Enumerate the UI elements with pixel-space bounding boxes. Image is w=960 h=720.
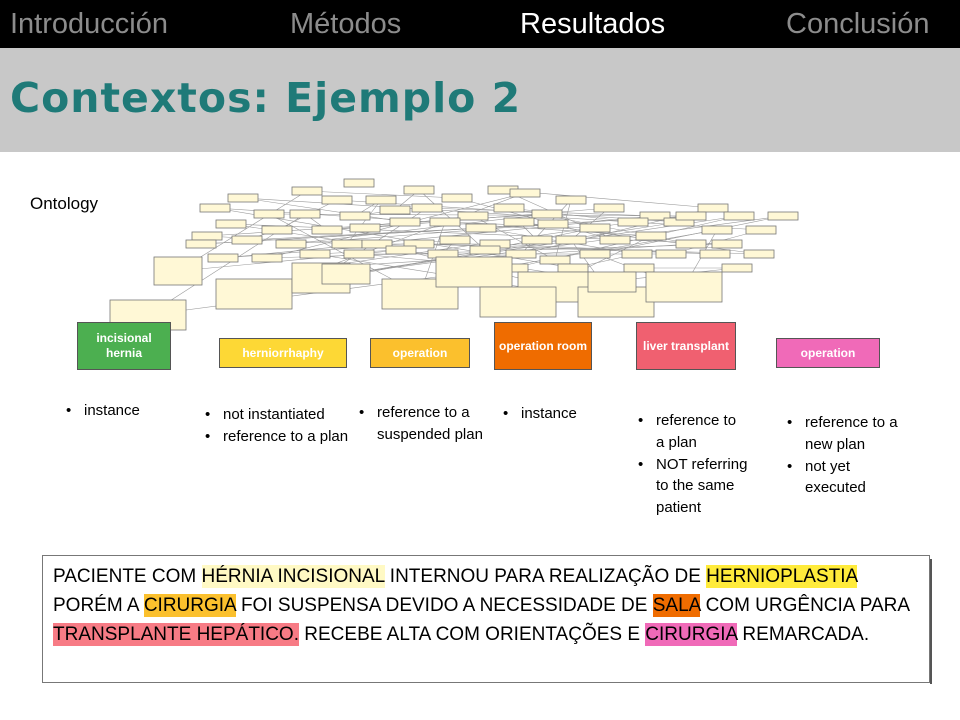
ontology-node: [458, 212, 488, 220]
ontology-node: [412, 204, 442, 212]
ontology-node: [594, 204, 624, 212]
ontology-node: [228, 194, 258, 202]
list-item: • instance: [503, 403, 613, 425]
concept-label: liver transplant: [642, 338, 730, 353]
concept-label: operation: [800, 345, 856, 360]
text-segment: INTERNOU PARA REALIZAÇÃO DE: [384, 566, 707, 587]
ontology-node: [744, 250, 774, 258]
bullets-liver-transplant: [638, 410, 763, 519]
concept-label: operation: [392, 345, 448, 360]
ontology-node: [712, 240, 742, 248]
ontology-node: [768, 212, 798, 220]
bullets-operation-room: [503, 403, 613, 425]
list-item: • not yet executed: [787, 456, 895, 500]
ontology-node: [290, 210, 320, 218]
concept-label: incisional hernia: [96, 331, 152, 360]
ontology-node: [510, 189, 540, 197]
ontology-node: [386, 246, 416, 254]
ontology-diagram: [0, 0, 960, 340]
highlighted-term: TRANSPLANTE HEPÁTICO.: [53, 624, 299, 645]
list-item: • reference to a plan: [205, 426, 353, 448]
ontology-node: [262, 226, 292, 234]
ontology-node: [580, 224, 610, 232]
text-segment: REMARCADA.: [737, 624, 870, 645]
ontology-node: [322, 264, 370, 284]
ontology-node: [276, 240, 306, 248]
ontology-node: [580, 250, 610, 258]
list-item: • reference to a plan: [638, 410, 746, 454]
list-item: • reference to a suspended plan: [359, 402, 494, 446]
ontology-node: [470, 246, 500, 254]
ontology-node: [618, 218, 648, 226]
concept-operation-room: [494, 322, 592, 370]
ontology-node: [480, 287, 556, 317]
ontology-node: [588, 272, 636, 292]
concept-incisional-hernia: [77, 322, 171, 370]
ontology-node: [698, 204, 728, 212]
concept-label: herniorrhaphy: [242, 345, 324, 360]
text-segment: PACIENTE COM: [53, 566, 202, 587]
ontology-node: [656, 250, 686, 258]
bullets-operation-suspended: [359, 402, 494, 446]
tab-metodos[interactable]: Métodos: [290, 8, 402, 40]
ontology-node: [300, 250, 330, 258]
text-segment: PORÉM A: [53, 595, 144, 616]
ontology-node: [254, 210, 284, 218]
ontology-node: [252, 254, 282, 262]
tab-introduccion[interactable]: Introducción: [10, 8, 168, 40]
tab-conclusion[interactable]: Conclusión: [786, 8, 930, 40]
ontology-node: [702, 226, 732, 234]
concept-liver-transplant: [636, 322, 736, 370]
concept-herniorrhaphy: [219, 338, 347, 368]
ontology-node: [556, 236, 586, 244]
ontology-node: [746, 226, 776, 234]
ontology-node: [430, 218, 460, 226]
concept-label: operation room: [498, 338, 587, 353]
ontology-node: [676, 212, 706, 220]
ontology-node: [366, 196, 396, 204]
page-title: Contextos: Ejemplo 2: [10, 74, 522, 122]
ontology-node: [622, 250, 652, 258]
ontology-node: [232, 236, 262, 244]
ontology-node: [724, 212, 754, 220]
list-item: • NOT referring to the same patient: [638, 454, 763, 519]
highlighted-term: CIRURGIA: [143, 595, 236, 616]
ontology-node: [208, 254, 238, 262]
highlighted-term: HÉRNIA INCISIONAL: [201, 566, 385, 587]
ontology-node: [442, 194, 472, 202]
ontology-node: [200, 204, 230, 212]
ontology-node: [312, 226, 342, 234]
ontology-node: [216, 220, 246, 228]
ontology-node: [558, 264, 588, 272]
concept-operation-new: [776, 338, 880, 368]
highlighted-term: SALA: [652, 595, 701, 616]
list-item: • instance: [66, 400, 176, 422]
ontology-node: [538, 220, 568, 228]
ontology-node: [624, 264, 654, 272]
ontology-node: [466, 224, 496, 232]
ontology-node: [390, 218, 420, 226]
ontology-node: [192, 232, 222, 240]
ontology-node: [722, 264, 752, 272]
bullets-herniorrhaphy: [205, 404, 365, 448]
ontology-node: [322, 196, 352, 204]
highlighted-term: CIRURGIA: [645, 624, 738, 645]
clinical-paragraph: [53, 562, 923, 649]
list-item: • not instantiated: [205, 404, 365, 426]
text-segment: COM URGÊNCIA PARA: [700, 595, 909, 616]
ontology-node: [340, 212, 370, 220]
tab-resultados[interactable]: Resultados: [520, 8, 666, 40]
ontology-node: [522, 236, 552, 244]
ontology-node: [504, 218, 534, 226]
text-segment: FOI SUSPENSA DEVIDO A NECESSIDADE DE: [235, 595, 653, 616]
clinical-text-box: [42, 555, 930, 683]
bullets-incisional-hernia: [66, 400, 176, 422]
bullets-operation-new: [787, 412, 917, 499]
ontology-node: [532, 210, 562, 218]
ontology-node: [344, 179, 374, 187]
ontology-node: [636, 232, 666, 240]
ontology-node: [440, 236, 470, 244]
ontology-node: [676, 240, 706, 248]
list-item: • reference to a new plan: [787, 412, 917, 456]
ontology-node: [350, 224, 380, 232]
ontology-label: Ontology: [30, 194, 99, 213]
ontology-node: [332, 240, 362, 248]
ontology-node: [216, 279, 292, 309]
ontology-node: [380, 206, 410, 214]
ontology-node: [154, 257, 202, 285]
ontology-node: [404, 186, 434, 194]
ontology-node: [344, 250, 374, 258]
ontology-node: [700, 250, 730, 258]
ontology-node: [540, 256, 570, 264]
ontology-node: [436, 257, 512, 287]
ontology-node: [556, 196, 586, 204]
ontology-node: [494, 204, 524, 212]
box-shadow: [930, 559, 932, 684]
text-segment: RECEBE ALTA COM ORIENTAÇÕES E: [299, 624, 646, 645]
highlighted-term: HERNIOPLASTIA: [706, 566, 858, 587]
concept-operation-suspended: [370, 338, 470, 368]
ontology-node: [600, 236, 630, 244]
ontology-node: [292, 187, 322, 195]
ontology-node: [646, 272, 722, 302]
ontology-node: [186, 240, 216, 248]
